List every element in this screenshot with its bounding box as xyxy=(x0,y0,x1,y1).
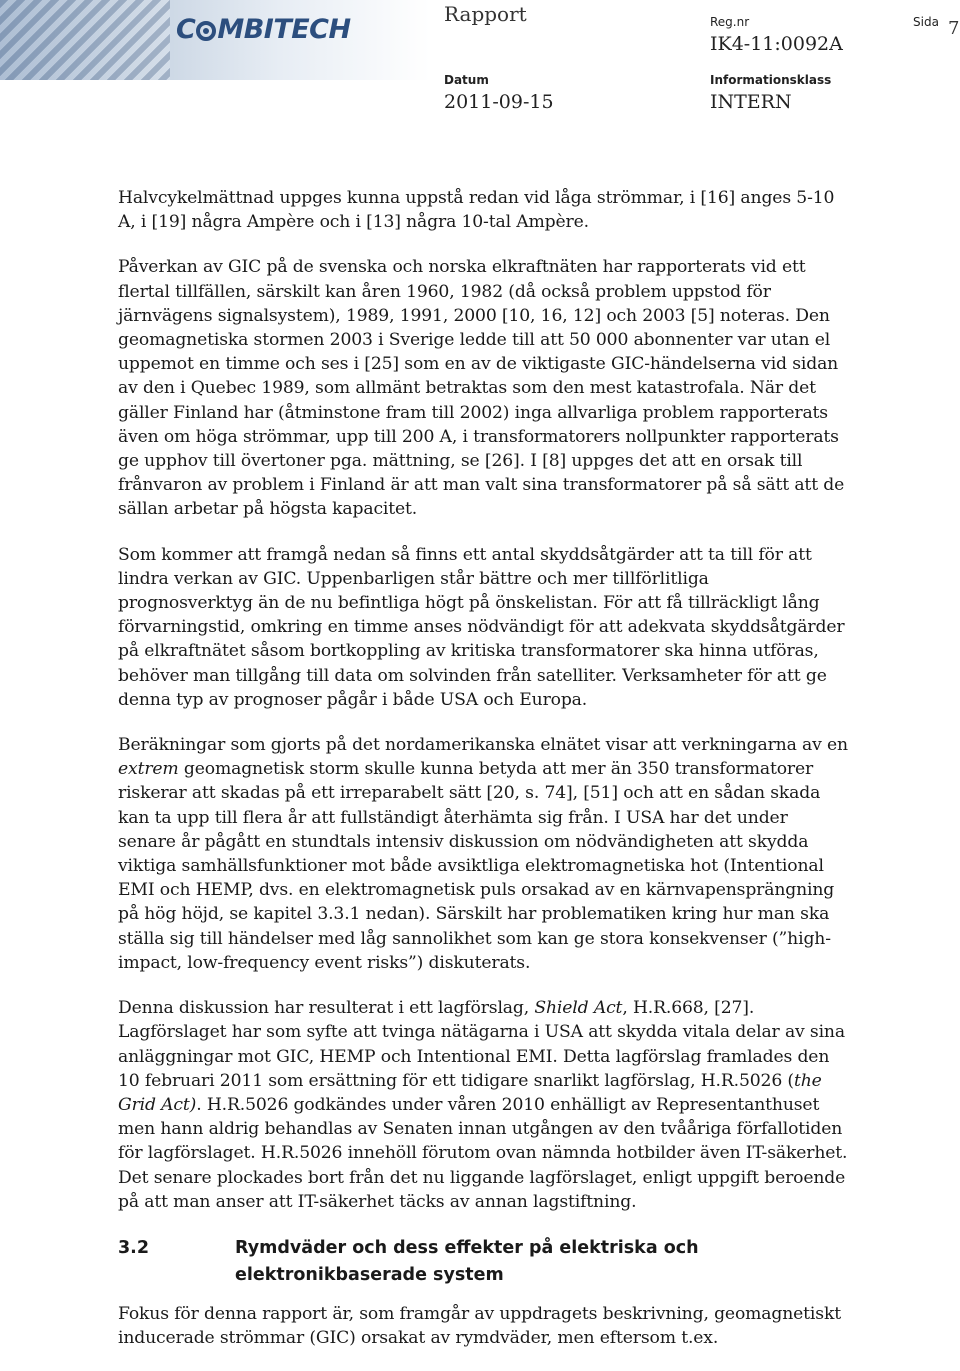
info-class-value: INTERN xyxy=(710,91,792,113)
page-number: 7 xyxy=(948,18,960,39)
paragraph-report-focus: Fokus för denna rapport är, som framgår av uppdragets beskrivning, geomagnetiskt inducerade strömmar (GIC) orsakat av rymdväder, men eftersom t.ex. xyxy=(118,1303,841,1349)
logo-texture xyxy=(0,0,170,80)
section-title: Rymdväder och dess effekter på elektriska och elektronikbaserade system xyxy=(235,1237,699,1285)
text-segment: Beräkningar som gjorts på det nordamerikanska elnätet visar att verkningarna av en xyxy=(118,735,848,756)
text-segment: Denna diskussion har resulterat i ett lagförslag, xyxy=(118,998,535,1019)
info-class-label: Informationsklass xyxy=(710,73,832,87)
reg-nr-value: IK4-11:0092A xyxy=(710,33,843,55)
text-segment: , H.R.668, [27]. Lagförslaget har som syfte att tvinga nätägarna i USA att skydda vitala delar av sina anläggningar mot GIC, HEMP och Intentional EMI. Detta lagförslag framlades den 10 februari 2011 som ersättning för ett tidigare snarlikt lagförslag, H.R.5026 ( xyxy=(118,998,845,1091)
paragraph-half-cycle-saturation: Halvcykelmättnad uppges kunna uppstå redan vid låga strömmar, i [16] anges 5-10 A, i [19] några Ampère och i [13] några 10-tal Ampère. xyxy=(118,188,835,233)
company-logo xyxy=(0,0,430,80)
paragraph-gic-impact-nordic: Påverkan av GIC på de svenska och norska elkraftnäten har rapporterats vid ett flertal tillfällen, särskilt kan åren 1960, 1982 (då också problem uppstod för järnvägens signalsystem), 1989, 1991, 2000 [10, 16, 12] och 2003 [5] noteras. Den geomagnetiska stormen 2003 i Sverige ledde till att 50 000 abonnenter var utan el uppemot en timme och ses i [25] som en av de viktigaste GIC-händelserna vid sidan av den i Quebec 1989, som allmänt betraktas som den mest katastrofala. När det gäller Finland har (åtminstone fram till 2002) inga allvarliga problem rapporterats även om höga strömmar, upp till 200 A, i transformatorers nollpunkter rapporterats ge upphov till övertoner pga. mättning, se [26]. I [8] uppges det att en orsak till frånvaron av problem i Finland är att man valt sina transformatorer på så sätt att de sällan arbetar på högsta kapacitet. xyxy=(118,257,845,520)
logo-wordmark: C MBITECH xyxy=(176,14,351,45)
paragraph-protective-measures: Som kommer att framgå nedan så finns ett antal skyddsåtgärder att ta till för att lindra verkan av GIC. Uppenbarligen står bättre och mer tillförlitliga prognosverktyg än de nu befintliga högt på önskelistan. För att få tillräckligt lång förvarningstid, omkring en timme anses nödvändigt för att adekvata skyddsåtgärder på elkraftnätet såsom bortkoppling av kritiska transformatorer ska hinna utföras, behöver man tillgång till data om solvinden från satelliter. Verksamheter för att ge denna typ av prognoser pågår i både USA och Europa. xyxy=(118,544,845,710)
text-segment: . H.R.5026 godkändes under våren 2010 enhälligt av Representanthuset men hann aldrig behandlas av Senaten innan utgången av den tvååriga förfallotiden för lagförslaget. H.R.5026 innehöll förutom ovan nämnda hotbilder även IT-säkerhet. Det senare plockades bort från det nu liggande lagförslaget, enligt uppgift beroende på att man anser att IT-säkerhet täcks av annan lagstiftning. xyxy=(118,1094,848,1212)
date-label: Datum xyxy=(444,73,489,87)
emphasis-shield-act: Shield Act xyxy=(534,998,623,1019)
page-label: Sida xyxy=(913,15,939,29)
paragraph-north-american-calculations xyxy=(118,733,848,975)
document-body xyxy=(118,186,848,1371)
date-value: 2011-09-15 xyxy=(444,91,554,113)
emphasis-grid-act: the Grid Act) xyxy=(118,1070,822,1115)
text-segment: geomagnetisk storm skulle kunna betyda att mer än 350 transformatorer riskerar att skadas på ett irreparabelt sätt [20, s. 74], [51] och att en sådan skada kan ta upp till flera år att fullständigt återhämta sig från. I USA har det under senare år pågått en stundtals intensiv diskussion om nödvändigheten att skydda viktiga samhällsfunktioner mot både avsiktliga elektromagnetiska hot (Intentional EMI och HEMP, dvs. en elektromagnetisk puls orsakad av en kärnvapensprängning på hög höjd, se kapitel 3.3.1 nedan). Särskilt har problematiken kring hur man ska ställa sig till händelser med låg sannolikhet som kan ge stora konsekvenser (”high-impact, low-frequency event risks”) diskuterats. xyxy=(118,759,835,973)
document-type: Rapport xyxy=(444,2,527,26)
logo-ring-icon xyxy=(196,21,216,41)
reg-nr-label: Reg.nr xyxy=(710,15,750,29)
section-number: 3.2 xyxy=(118,1237,150,1258)
emphasis-extrem: extrem xyxy=(118,759,179,780)
section-heading xyxy=(118,1235,848,1289)
paragraph-shield-act xyxy=(118,996,848,1214)
